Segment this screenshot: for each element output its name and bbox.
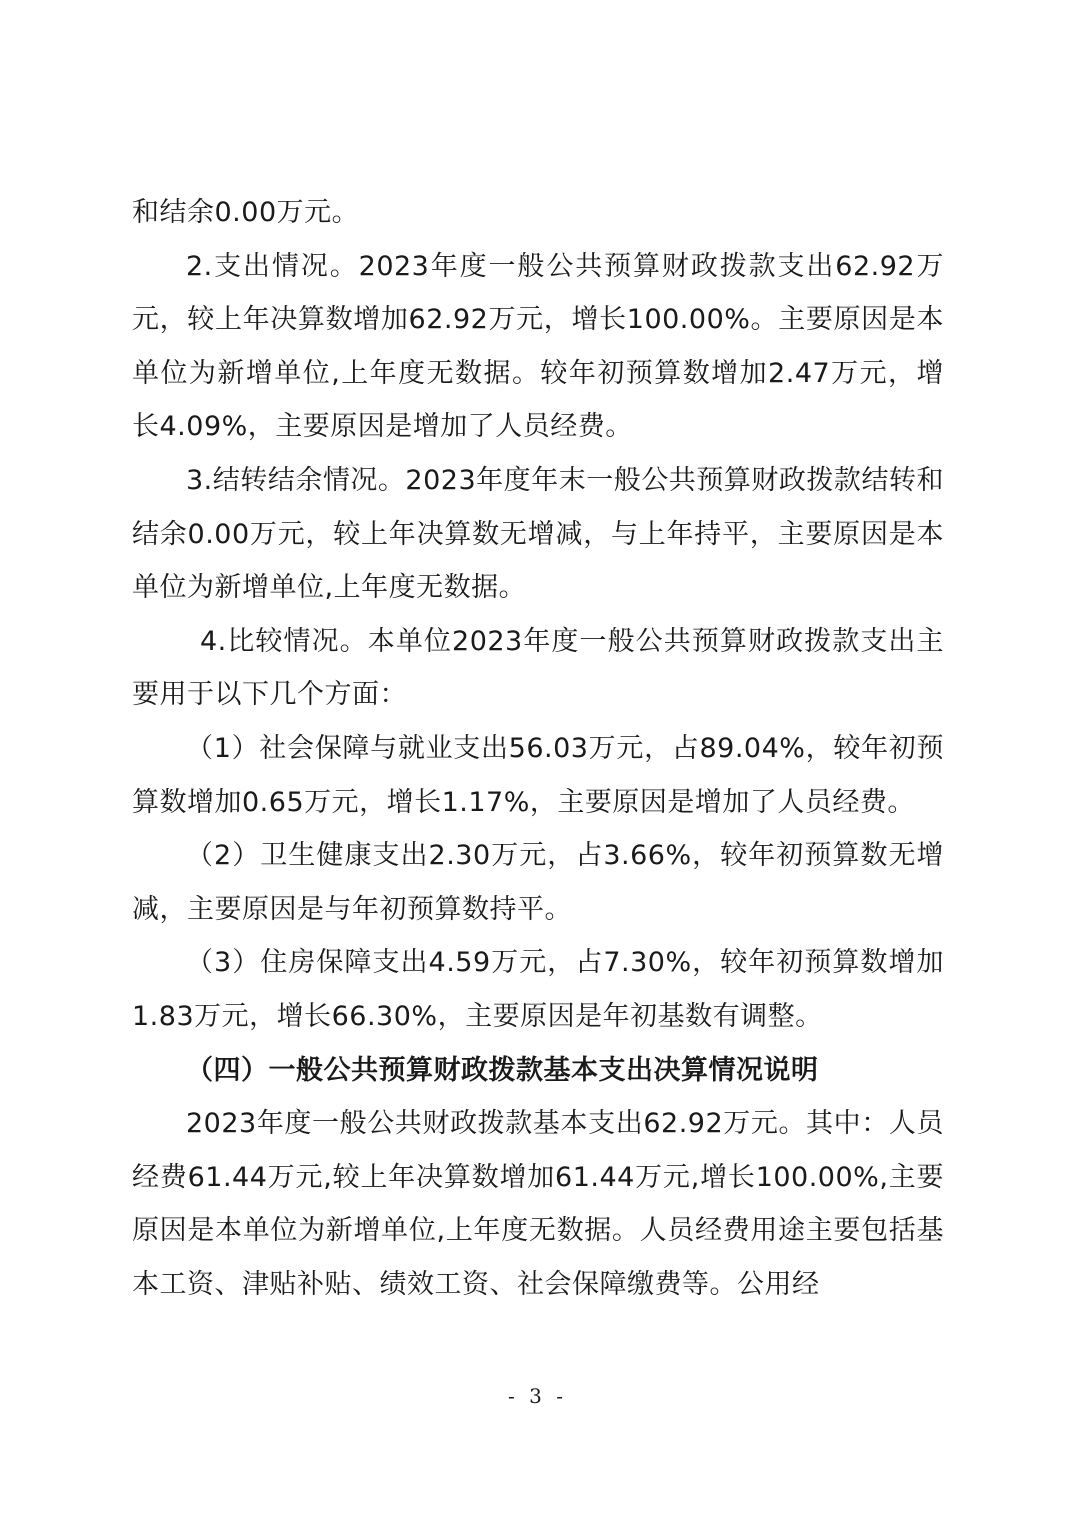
- page-number: - 3 -: [508, 1384, 567, 1408]
- section-heading: （四）一般公共预算财政拨款基本支出决算情况说明: [186, 1054, 819, 1086]
- paragraph-item-health: （2）卫生健康支出2.30万元，占3.66%，较年初预算数无增减，主要原因是与年初预算数持平。: [132, 840, 944, 925]
- paragraph-expenditure: 2.支出情况。2023年度一般公共预算财政拨款支出62.92万元，较上年决算数增加62.92万元，增长100.00%。主要原因是本单位为新增单位,上年度无数据。较年初预算数增加2.47万元，增长4.09%，主要原因是增加了人员经费。: [132, 250, 944, 443]
- paragraph-basic-expenditure: 2023年度一般公共财政拨款基本支出62.92万元。其中：人员经费61.44万元,较上年决算数增加61.44万元,增长100.00%,主要原因是本单位为新增单位,上年度无数据。人员经费用途主要包括基本工资、津贴补贴、绩效工资、社会保障缴费等。公用经: [132, 1108, 944, 1300]
- paragraph-item-social-security: （1）社会保障与就业支出56.03万元，占89.04%，较年初预算数增加0.65万元，增长1.17%，主要原因是增加了人员经费。: [132, 732, 944, 818]
- paragraph-balance: 3.结转结余情况。2023年度年末一般公共预算财政拨款结转和结余0.00万元，较上年决算数无增减，与上年持平，主要原因是本单位为新增单位,上年度无数据。: [132, 464, 944, 604]
- paragraph-comparison: 4.比较情况。本单位2023年度一般公共预算财政拨款支出主要用于以下几个方面：: [132, 625, 944, 711]
- paragraph-carryover: 和结余0.00万元。: [132, 197, 360, 228]
- document-body: [132, 186, 944, 1311]
- paragraph-item-housing: （3）住房保障支出4.59万元，占7.30%，较年初预算数增加1.83万元，增长66.30%，主要原因是年初基数有调整。: [132, 947, 944, 1032]
